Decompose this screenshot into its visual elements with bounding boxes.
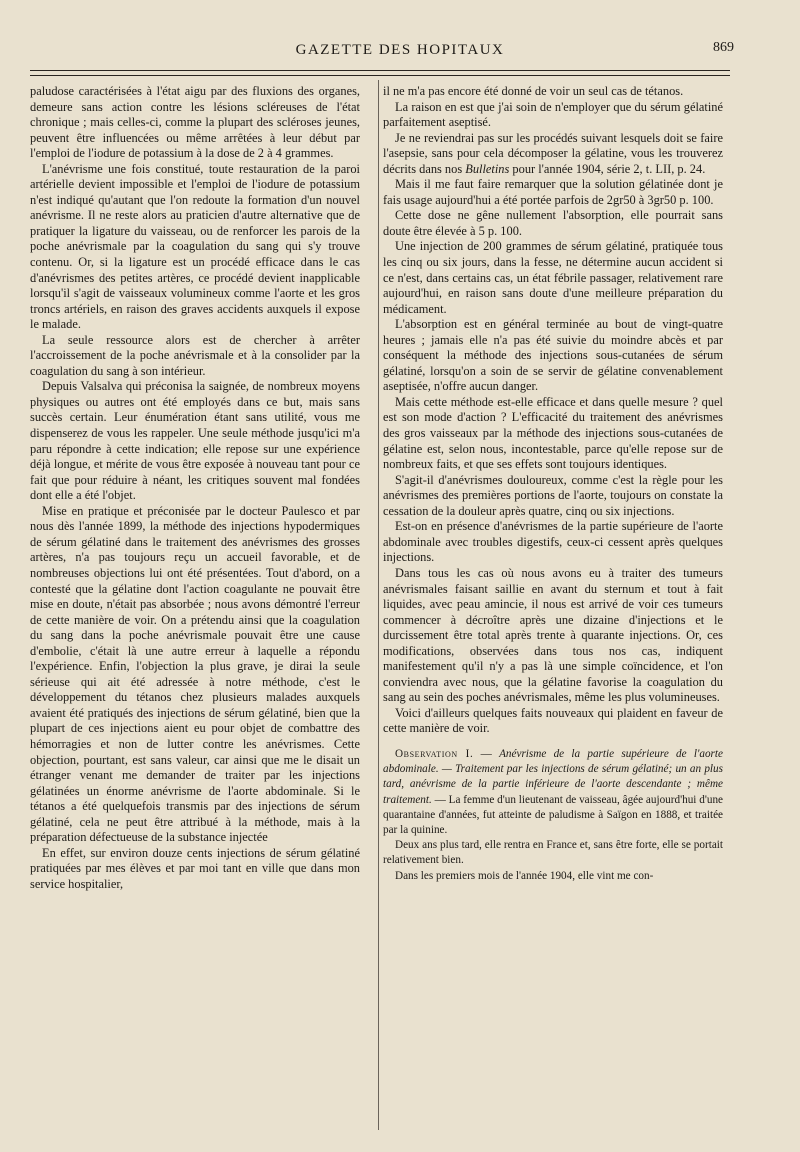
header-rule-thick xyxy=(30,70,730,71)
column-divider xyxy=(378,80,379,1130)
paragraph: S'agit-il d'anévrismes douloureux, comme c'est la règle pour les anévrismes des premières portions de l'aorte, toujours on constate la cessation de la douleur après quatre, cinq ou six injections. xyxy=(383,472,723,518)
paragraph-text: Je ne reviendrai pas sur les procédés suivant lesquels doit se faire l'asepsie, sans pour cela décomposer la gélatine, vous les trouverez décrits dans nos xyxy=(383,130,723,176)
bulletins-title: Bulletins xyxy=(465,161,510,176)
observation-dash: — xyxy=(473,747,500,760)
bulletins-reference: pour l'année 1904, série 2, t. LII, p. 24. xyxy=(509,161,706,176)
paragraph: Depuis Valsalva qui préconisa la saignée, de nombreux moyens physiques ou autres ont été employés dans ce but, mais sans succès certain. Leur énumération étant sans utilité, vous me dispenserez de vous les rappeler. Une seule méthode jusqu'ici m'a paru répondre à cette indication; elle repose sur une expérience déjà longue, et mérite de vous être exposée à nouveau tant pour ce fait que pour réduire à néant, les critiques souvent mal fondées dont elle a été l'objet. xyxy=(30,379,360,503)
paragraph: En effet, sur environ douze cents injections de sérum gélatiné pratiquées par mes élèves et par moi tant en ville que dans mon service hospitalier, xyxy=(30,845,360,891)
paragraph: Une injection de 200 grammes de sérum gélatiné, pratiquée tous les cinq ou six jours, dans la fesse, ne détermine aucun accident si ce n'est, dans certains cas, un état fébrile passager, relativement rare aujourd'hui, en raison sans doute d'une meilleure préparation du médicament. xyxy=(383,239,723,316)
paragraph: paludose caractérisées à l'état aigu par des fluxions des organes, demeure sans action contre les lésions scléreuses de l'état chronique ; mais celles-ci, comme la plupart des scléroses jeunes, peuvent être influencées ou même arrêtées à leur début par l'emploi de l'iodure de potassium à la dose de 2 à 4 grammes. xyxy=(30,84,360,161)
paragraph: Mais il me faut faire remarquer que la solution gélatinée dont je fais usage aujourd'hui a été portée parfois de 2gr50 à 3gr50 p. 100. xyxy=(383,177,723,207)
left-column xyxy=(30,84,360,892)
paragraph xyxy=(383,131,723,178)
observation-text: — La femme d'un lieutenant de vaisseau, âgée aujourd'hui d'une quarantaine d'années, fut atteinte de paludisme à Saïgon en 1888, et traitée par la quinine. xyxy=(383,793,723,836)
paragraph: Est-on en présence d'anévrismes de la partie supérieure de l'aorte abdominale avec troubles digestifs, ceux-ci cessent après quelques injections. xyxy=(383,519,723,565)
paragraph: L'anévrisme une fois constitué, toute restauration de la paroi artérielle devient impossible et l'emploi de l'iodure de potassium n'est indiqué qu'autant que l'on redoute la formation d'un nouvel anévrisme. Il ne reste alors au praticien d'autre alternative que de pratiquer la ligature du vaisseau, ou de renforcer les parois de la poche anévrismale par la coagulation du sang qui s'y trouve contenu. Or, si la ligature est un procédé efficace dans le cas d'anévrismes des petites artères, ce procédé devient inapplicable lorsqu'il s'agit de vaisseaux volumineux comme l'aorte et les gros troncs artériels, en raison des graves accidents auxquels il expose le malade. xyxy=(30,161,360,332)
paragraph: La seule ressource alors est de chercher à arrêter l'accroissement de la poche anévrismale et à la consolider par la coagulation du sang à son intérieur. xyxy=(30,332,360,378)
paragraph: L'absorption est en général terminée au bout de vingt-quatre heures ; jamais elle n'a pas été suivie du moindre abcès et par conséquent la méthode des injections sous-cutanées de sérum gélatiné, lorsqu'on a soin de se servir de gélatine convenablement aseptisée, n'offre aucun danger. xyxy=(383,317,723,394)
observation-continuation: Deux ans plus tard, elle rentra en France et, sans être forte, elle se portait relativement bien. xyxy=(383,839,723,867)
observation-label: Observation I. xyxy=(395,747,474,760)
journal-title: GAZETTE DES HOPITAUX xyxy=(295,42,505,58)
paragraph: Dans tous les cas où nous avons eu à traiter des tumeurs anévrismales faisant saillie en avant du sternum et tout à fait liquides, avec peau amincie, il nous est arrivé de voir ces tumeurs commencer à décroître après une dizaine d'injections et le durcissement être total après trente à quarante injections. Or, ces modifications, observées dans tous nos cas, indiquent manifestement qu'il n'y a pas là une simple coïncidence, et l'on conviendra avec nous, que la gélatine favorise la coagulation du sang au sein des poches anévrismales, même les plus volumineuses. xyxy=(383,565,723,705)
paragraph: il ne m'a pas encore été donné de voir un seul cas de tétanos. xyxy=(383,84,684,98)
observation-continuation: Dans les premiers mois de l'année 1904, elle vint me con- xyxy=(395,869,654,882)
right-column xyxy=(383,84,723,884)
paragraph: Cette dose ne gêne nullement l'absorption, elle pourrait sans doute être élevée à 5 p. 100. xyxy=(383,208,723,238)
paragraph: La raison en est que j'ai soin de n'employer que du sérum gélatiné parfaitement aseptisé. xyxy=(383,99,723,130)
header-rule-thin xyxy=(30,75,730,76)
paragraph: Mais cette méthode est-elle efficace et dans quelle mesure ? quel est son mode d'action ? L'efficacité du traitement des anévrismes des gros vaisseaux par la méthode des injections sous-cutanées de gélatine est, selon nous, incontestable, parce qu'elle repose sur de nombreux faits, et que ses effets sont toujours identiques. xyxy=(383,394,723,472)
page-number: 869 xyxy=(713,40,734,55)
paragraph: Voici d'ailleurs quelques faits nouveaux qui plaident en faveur de cette manière de voir. xyxy=(383,705,723,736)
page-header xyxy=(60,40,740,64)
observation-title: Anévrisme de la partie supérieure de l'aorte abdominale. — Traitement par les injections de sérum gélatiné; un an plus tard, anévrisme de la partie inférieure de l'aorte descendante ; même traitement. xyxy=(383,747,723,806)
observation-paragraph xyxy=(383,747,723,838)
paragraph: Mise en pratique et préconisée par le docteur Paulesco et par nous dès l'année 1899, la méthode des injections hypodermiques de sérum gélatiné dans le traitement des anévrismes des grosses artères, n'a pas toujours reçu un accueil favorable, et de nombreuses objections lui ont été présentées. Tout d'abord, on a contesté que la gélatine dont l'action coagulante ne pouvait être mise en doute, n'était pas absorbée ; nous avons démontré l'erreur de cette manière de voir. On a prétendu ainsi que la coagulation du sang dans la poche anévrismale pouvait être une cause d'embolie, c'était là une autre erreur à laquelle a répondu l'expérience. Enfin, l'objection la plus grave, je dirai la seule sérieuse qui ait été adressée à notre méthode, c'est le développement du tétanos chez plusieurs malades auxquels avaient été pratiqués des injections de sérum gélatiné, bien que la plupart de ces injections aient eu pour objet de combattre des hémorragies et non de lutter contre les anévrismes. Cette objection, pourtant, est sans valeur, car ainsi que me le disait un étranger venant me demander de traiter par les injections gélatinées un énorme anévrisme de l'aorte abdominale. Si le tétanos a été quelquefois transmis par des injections de sérum gélatiné, cela ne peut être attribué à la méthode, mais à la préparation défectueuse de la substance injectée xyxy=(30,503,360,845)
